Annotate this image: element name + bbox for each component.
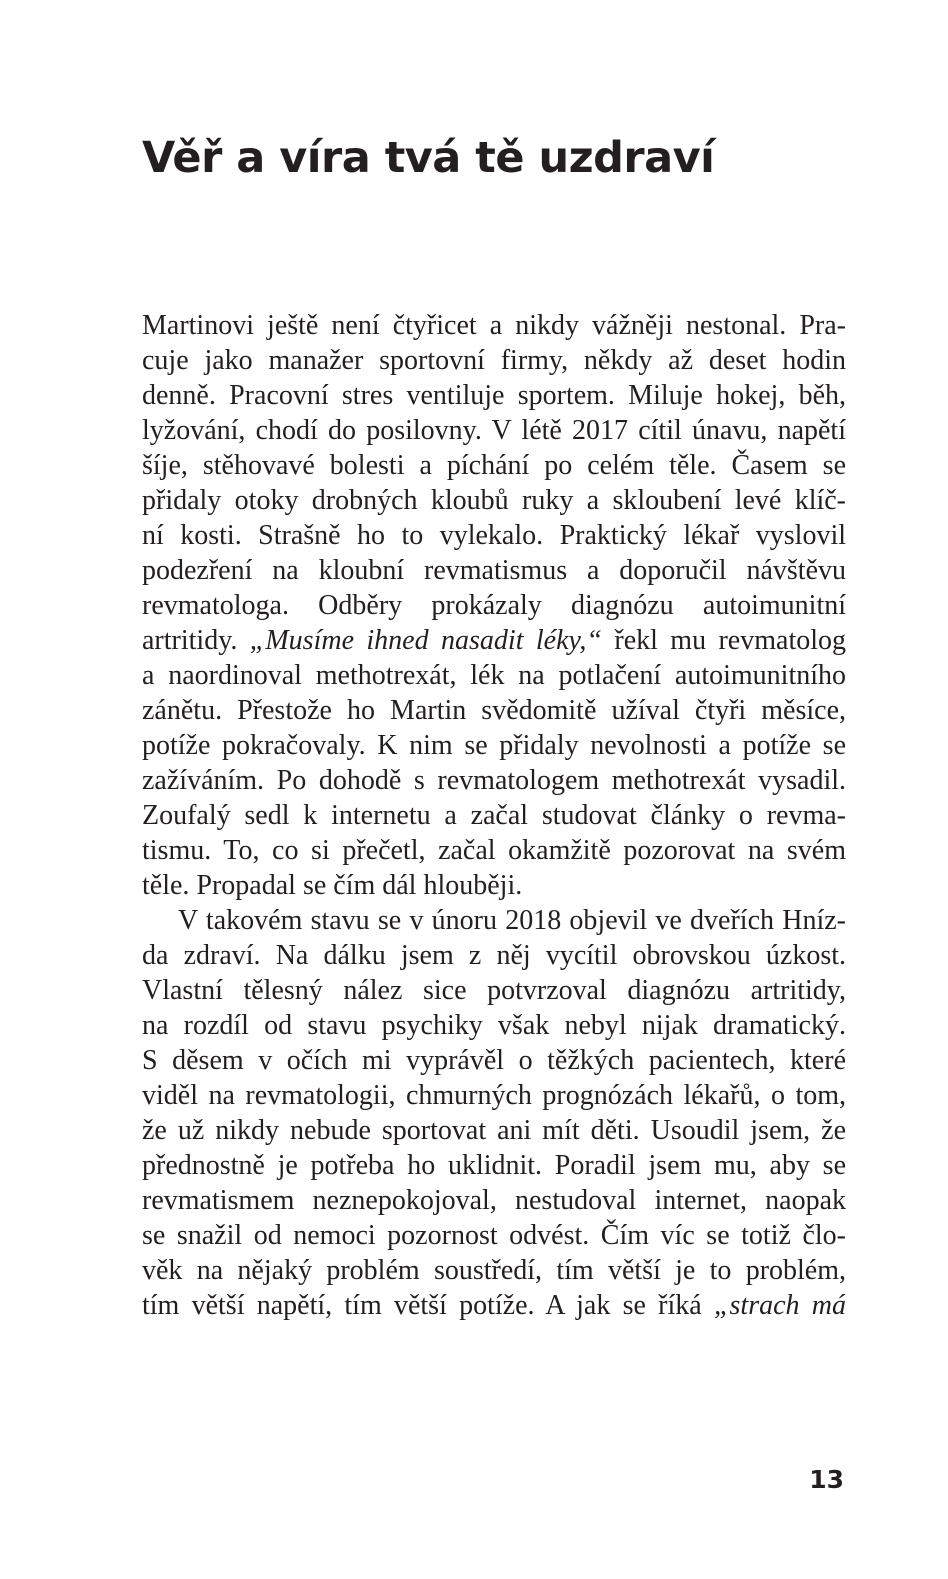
text-line — [142, 1113, 846, 1148]
text-segment: cuje jako manažer sportovní firmy, někdy až deset hodin — [142, 345, 846, 376]
text-segment: a naordinoval methotrexát, lék na potlačení autoimunitního — [142, 660, 846, 691]
text-segment: Vlastní tělesný nález sice potvrzoval diagnózu artritidy, — [142, 975, 846, 1006]
text-line — [142, 1183, 846, 1218]
text-line — [142, 483, 846, 518]
text-segment: potíže pokračovaly. K nim se přidaly nevolnosti a potíže se — [142, 730, 846, 761]
text-segment: artritidy. — [142, 625, 250, 656]
chapter-title: Věř a víra tvá tě uzdraví — [142, 133, 715, 183]
italic-quote: „strach má — [713, 1290, 846, 1321]
text-line — [142, 1253, 846, 1288]
text-segment: S děsem v očích mi vyprávěl o těžkých pacientech, které — [142, 1045, 846, 1076]
text-line — [142, 1008, 846, 1043]
text-line — [142, 588, 846, 623]
text-segment: Martinovi ještě není čtyřicet a nikdy vážněji nestonal. Pra- — [142, 310, 846, 341]
text-line — [142, 973, 846, 1008]
text-segment: da zdraví. Na dálku jsem z něj vycítil obrovskou úzkost. — [142, 940, 846, 971]
text-line — [142, 413, 846, 448]
text-line — [142, 903, 846, 938]
text-line — [142, 378, 846, 413]
paragraph — [142, 308, 846, 903]
text-line — [142, 938, 846, 973]
italic-quote: „Musíme ihned nasadit léky,“ — [249, 625, 602, 656]
text-segment: ní kosti. Strašně ho to vylekalo. Praktický lékař vyslovil — [142, 520, 846, 551]
text-line — [142, 658, 846, 693]
text-line — [142, 518, 846, 553]
text-segment: šíje, stěhovavé bolesti a píchání po celém těle. Časem se — [142, 450, 846, 481]
text-segment: revmatismem neznepokojoval, nestudoval internet, naopak — [142, 1185, 846, 1216]
paragraph — [142, 903, 846, 1323]
text-line — [142, 448, 846, 483]
text-line — [142, 1288, 846, 1323]
text-segment: denně. Pracovní stres ventiluje sportem. Miluje hokej, běh, — [142, 380, 846, 411]
text-line — [142, 1148, 846, 1183]
text-line — [142, 798, 846, 833]
text-segment: V takovém stavu se v únoru 2018 objevil ve dveřích Hníz- — [178, 905, 846, 936]
text-segment: viděl na revmatologii, chmurných prognózách lékařů, o tom, — [142, 1080, 846, 1111]
body-text — [142, 308, 846, 1323]
text-segment: lyžování, chodí do posilovny. V létě 2017 cítil únavu, napětí — [142, 415, 846, 446]
text-segment: věk na nějaký problém soustředí, tím větší je to problém, — [142, 1255, 846, 1286]
text-segment: že už nikdy nebude sportovat ani mít děti. Usoudil jsem, že — [142, 1115, 846, 1146]
text-segment: řekl mu revmatolog — [601, 625, 847, 656]
text-line — [142, 728, 846, 763]
text-line — [142, 868, 846, 903]
text-line — [142, 763, 846, 798]
text-line — [142, 1078, 846, 1113]
text-segment: těle. Propadal se čím dál hlouběji. — [142, 870, 523, 901]
text-line — [142, 1218, 846, 1253]
text-line — [142, 553, 846, 588]
text-line — [142, 623, 846, 658]
text-line — [142, 308, 846, 343]
text-line — [142, 1043, 846, 1078]
text-segment: Zoufalý sedl k internetu a začal studovat články o revma- — [142, 800, 846, 831]
text-line — [142, 693, 846, 728]
text-line — [142, 833, 846, 868]
text-segment: zánětu. Přestože ho Martin svědomitě užíval čtyři měsíce, — [142, 695, 846, 726]
text-segment: přidaly otoky drobných kloubů ruky a skloubení levé klíč- — [142, 485, 846, 516]
text-line — [142, 343, 846, 378]
text-segment: tismu. To, co si přečetl, začal okamžitě pozorovat na svém — [142, 835, 846, 866]
text-segment: zažíváním. Po dohodě s revmatologem methotrexát vysadil. — [142, 765, 846, 796]
text-segment: se snažil od nemoci pozornost odvést. Čím víc se totiž člo- — [142, 1220, 846, 1251]
text-segment: tím větší napětí, tím větší potíže. A jak se říká — [142, 1290, 714, 1321]
text-segment: podezření na kloubní revmatismus a doporučil návštěvu — [142, 555, 846, 586]
text-segment: revmatologa. Odběry prokázaly diagnózu autoimunitní — [142, 590, 846, 621]
text-segment: na rozdíl od stavu psychiky však nebyl nijak dramatický. — [142, 1010, 846, 1041]
text-segment: přednostně je potřeba ho uklidnit. Poradil jsem mu, aby se — [142, 1150, 846, 1181]
page-number: 13 — [809, 1465, 844, 1494]
